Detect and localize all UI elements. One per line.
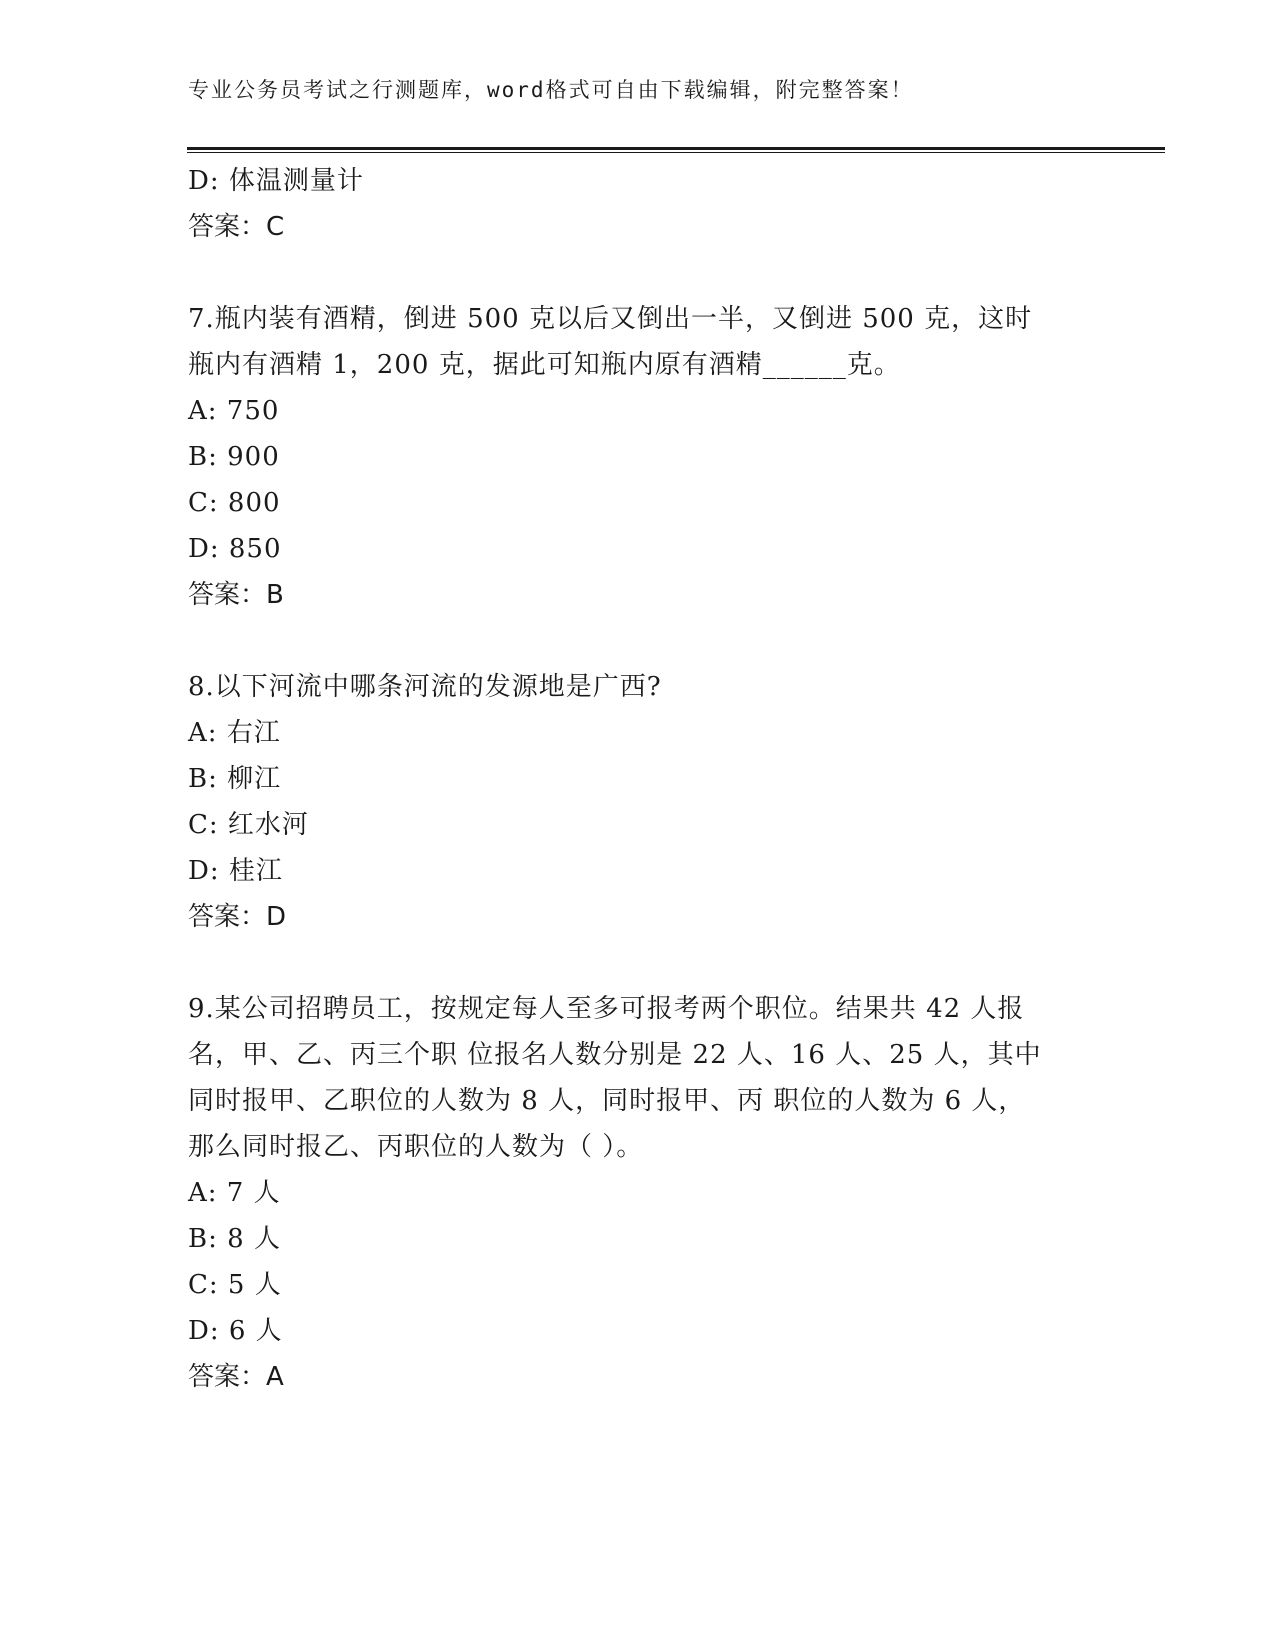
question-text: 同时报甲、乙职位的人数为 8 人，同时报甲、丙 职位的人数为 6 人， bbox=[188, 1086, 1026, 1116]
answer: 答案：D bbox=[188, 902, 287, 932]
header-rule-thick bbox=[187, 147, 1165, 150]
header-rule-thin bbox=[187, 152, 1165, 153]
question-7 bbox=[188, 296, 1098, 618]
option-b: B: 8 人 bbox=[188, 1224, 281, 1254]
question-text: 9.某公司招聘员工，按规定每人至多可报考两个职位。结果共 42 人报 bbox=[188, 994, 1025, 1024]
option-a: A: 750 bbox=[188, 396, 280, 426]
option-a: A: 右江 bbox=[188, 718, 281, 748]
question-text: 7.瓶内装有酒精，倒进 500 克以后又倒出一半，又倒进 500 克，这时 bbox=[188, 304, 1033, 334]
document-body bbox=[188, 158, 1098, 1400]
answer: 答案：B bbox=[188, 580, 284, 610]
option-b: B: 柳江 bbox=[188, 764, 282, 794]
option-d: D: 6 人 bbox=[188, 1316, 283, 1346]
option-d: D: 体温测量计 bbox=[188, 166, 364, 196]
question-8 bbox=[188, 664, 1098, 940]
answer: 答案：C bbox=[188, 212, 285, 242]
question-9 bbox=[188, 986, 1098, 1400]
question-text: 8.以下河流中哪条河流的发源地是广西? bbox=[188, 672, 662, 702]
page-header: 专业公务员考试之行测题库，word格式可自由下载编辑，附完整答案！ bbox=[188, 78, 914, 102]
option-d: D: 850 bbox=[188, 534, 282, 564]
question-text: 名，甲、乙、丙三个职 位报名人数分别是 22 人、16 人、25 人，其中 bbox=[188, 1040, 1042, 1070]
answer: 答案：A bbox=[188, 1362, 284, 1392]
option-b: B: 900 bbox=[188, 442, 280, 472]
option-c: C: 5 人 bbox=[188, 1270, 282, 1300]
option-c: C: 800 bbox=[188, 488, 281, 518]
option-c: C: 红水河 bbox=[188, 810, 309, 840]
option-d: D: 桂江 bbox=[188, 856, 283, 886]
question-text: 那么同时报乙、丙职位的人数为（ ）。 bbox=[188, 1132, 644, 1162]
option-a: A: 7 人 bbox=[188, 1178, 281, 1208]
question-text: 瓶内有酒精 1，200 克，据此可知瓶内原有酒精______克。 bbox=[188, 350, 901, 380]
